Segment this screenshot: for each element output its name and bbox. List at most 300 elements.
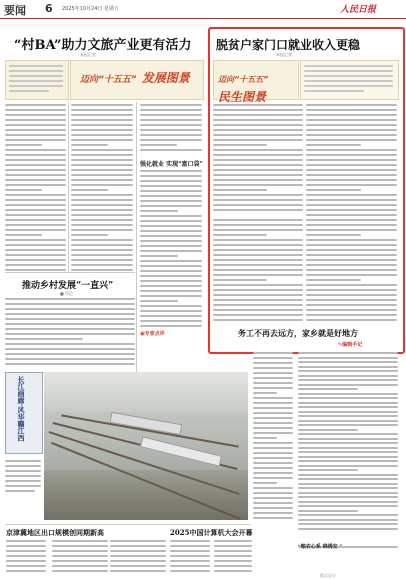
body-text-line [6,555,46,557]
body-text-line [213,249,303,251]
body-text-line [213,179,303,181]
body-text-line [140,220,202,222]
body-text-line [71,124,133,126]
body-text-line [71,259,133,261]
body-text-line [253,417,293,419]
body-text-line [5,119,66,121]
body-text-line [213,259,303,261]
body-text-line [71,119,133,121]
body-text-line [140,190,202,192]
pencil-icon: ✎ [338,342,343,348]
body-text-line [71,174,133,176]
body-text-line [71,134,133,136]
body-text-line [110,540,166,542]
body-text-line [214,550,252,552]
body-text-line [213,299,303,301]
left-headline: “村BA”助力文旅产业更有活力 [14,38,192,53]
body-text-line [298,429,358,431]
body-text-line [140,260,202,262]
body-text-line [71,109,133,111]
body-text-line [5,308,135,310]
body-text-line [140,114,202,116]
body-text-line [213,274,303,276]
body-text-line [110,550,166,552]
body-text-line [110,560,166,562]
body-text-line [306,169,397,171]
body-text-line [170,545,210,547]
body-text-line [110,570,166,572]
body-text-line [306,159,397,161]
body-text-line [140,180,202,182]
left-banner-title: 迈向“十五五” [80,75,137,85]
body-text-line [298,402,398,404]
body-text-line [253,377,293,379]
body-text-line [71,224,133,226]
body-text-line [140,149,202,151]
body-text-line [5,189,42,191]
body-text-line [170,565,210,567]
body-text-line [213,219,303,221]
body-text-line [306,104,397,106]
body-text-line [5,209,66,211]
body-text-line [140,215,202,217]
body-text-line [306,179,397,181]
body-text-line [306,239,397,241]
body-text-line [213,134,303,136]
body-text-line [5,154,66,156]
body-text-line [140,104,202,106]
right-banner-title: 迈向“十五五” [218,75,269,84]
body-text-line [306,124,397,126]
bottom-right-headline: 2025中国计算机大会开幕 [170,528,253,537]
body-text-line [213,139,303,141]
body-text-line [253,447,293,449]
body-text-line [253,467,293,469]
body-text-line [140,230,202,232]
body-text-line [5,234,42,236]
body-text-line [110,555,166,557]
body-text-line [5,169,66,171]
body-text-line [5,269,66,271]
body-text-line [5,204,66,206]
body-text-line [140,134,202,136]
body-text-line [5,184,66,186]
body-text-line [140,195,202,197]
body-text-line [213,284,303,286]
body-text-line [71,199,133,201]
body-text-line [5,134,66,136]
body-text-line [140,295,202,297]
body-text-line [5,249,66,251]
body-text-line [298,415,398,417]
body-text-line [306,109,397,111]
body-text-line [71,269,133,271]
body-text-line [5,318,135,320]
body-text-line [140,129,202,131]
body-text-line [5,114,66,116]
body-text-line [213,204,303,206]
body-text-line [71,239,133,241]
body-text-line [71,204,133,206]
issue-date: 2025年10月24日 星期五 [62,6,120,12]
body-text-line [213,114,303,116]
body-text-line [140,109,202,111]
body-text-line [214,560,252,562]
body-text-line [5,219,66,221]
body-text-line [71,264,133,266]
body-text-line [5,348,135,350]
body-text-line [253,392,277,394]
body-text-line [110,565,166,567]
body-text-line [140,200,202,202]
body-text-line [253,477,293,479]
body-text-line [140,275,202,277]
body-text-line [306,259,397,261]
body-text-line [298,514,398,516]
body-text-line [298,357,398,359]
body-text-line [71,209,133,211]
body-text-line [214,565,252,567]
body-text-line [140,265,202,267]
body-text-line [306,234,361,236]
body-text-line [306,319,397,321]
body-text-line [213,209,303,211]
body-text-line [5,199,66,201]
body-text-line [5,174,66,176]
body-text-line [298,424,398,426]
body-text-line [5,313,135,315]
body-text-line [298,501,398,503]
body-text-line [298,411,398,413]
body-text-line [71,189,108,191]
body-text-line [140,225,202,227]
body-text-line [306,229,397,231]
body-text-line [306,244,397,246]
body-text-line [298,474,398,476]
body-text-line [298,528,398,530]
body-text-line [213,279,267,281]
body-text-line [5,264,66,266]
body-text-line [306,309,397,311]
body-text-line [253,462,293,464]
body-text-line [306,254,397,256]
body-text-line [298,451,398,453]
body-text-line [213,104,303,106]
body-text-line [213,314,303,316]
body-text-line [306,294,397,296]
body-text-line [253,512,293,514]
body-text-line [298,492,398,494]
body-text-line [52,540,108,542]
body-text-line [213,264,303,266]
body-text-line [71,114,133,116]
body-text-line [253,517,293,519]
body-text-line [71,164,133,166]
body-text-line [71,184,133,186]
body-text-line [213,169,303,171]
body-text-line [5,323,135,325]
body-text-line [140,139,202,141]
side-note-text: 长江画廊·风华赣江西 [17,376,26,442]
body-text-line [213,309,303,311]
body-text-line [71,249,133,251]
body-text-line [306,279,361,281]
body-text-line [306,129,397,131]
body-text-line [298,397,398,399]
body-text-line [306,189,361,191]
body-text-line [71,144,108,146]
body-text-line [253,362,293,364]
body-text-line [298,361,398,363]
body-text-line [213,229,303,231]
body-text-line [298,483,398,485]
body-text-line [5,343,135,345]
body-text-line [213,244,303,246]
body-text-line [5,109,66,111]
body-text-line [71,219,133,221]
body-text-line [140,210,178,212]
body-text-line [5,194,66,196]
body-text-line [140,235,202,237]
body-text-line [298,456,398,458]
body-text-line [298,384,398,386]
body-text-line [213,154,303,156]
body-text-line [140,290,202,292]
body-text-line [213,289,303,291]
body-text-line [170,570,210,572]
page-number: 6 [45,2,53,15]
body-text-line [71,104,133,106]
body-text-line [306,249,397,251]
body-text-line [140,300,178,302]
body-text-line [5,229,66,231]
body-text-line [140,285,202,287]
body-text-line [298,460,398,462]
body-text-line [298,442,398,444]
body-text-line [253,422,293,424]
body-text-line [306,224,397,226]
body-text-line [253,402,293,404]
body-text-line [140,325,202,327]
body-text-line [298,352,398,354]
body-text-line [71,139,133,141]
body-text-line [213,119,303,121]
body-text-line [71,229,133,231]
body-text-line [253,482,277,484]
body-text-line [213,184,303,186]
body-text-line [140,315,202,317]
body-text-line [140,185,202,187]
body-text-line [213,174,303,176]
body-text-line [5,224,66,226]
body-text-line [306,164,397,166]
body-text-line [306,299,397,301]
body-text-line [306,139,397,141]
body-text-line [306,264,397,266]
body-text-line [214,540,252,542]
body-text-line [71,154,133,156]
body-text-line [298,510,358,512]
body-text-line [213,109,303,111]
body-text-line [253,507,293,509]
body-text-line [5,104,66,106]
body-text-line [52,570,108,572]
body-text-line [140,205,202,207]
body-text-line [5,303,135,305]
body-text-line [140,245,202,247]
body-text-line [213,224,303,226]
body-text-line [298,379,398,381]
body-text-line [298,420,398,422]
body-text-line [5,239,66,241]
body-text-line [213,294,303,296]
body-text-line [71,214,133,216]
body-text-line [298,433,398,435]
body-text-line [306,154,397,156]
body-text-line [6,565,46,567]
body-text-line [298,370,398,372]
body-text-line [71,169,133,171]
mid-subhead: 强化就业 实现“富口袋” [140,161,203,168]
expert-tag: ▣专家点评 [140,331,165,337]
body-text-line [213,189,267,191]
body-text-line [253,427,293,429]
body-text-line [253,372,293,374]
body-text-line [5,254,66,256]
body-text-line [213,304,303,306]
body-text-line [6,570,46,572]
body-text-line [5,179,66,181]
body-text-line [5,363,135,365]
body-text-line [298,478,398,480]
body-text-line [213,159,303,161]
body-text-line [298,438,398,440]
body-text-line [140,175,202,177]
body-text-line [306,119,397,121]
body-text-line [5,159,66,161]
body-text-line [170,560,210,562]
body-text-line [5,144,42,146]
body-text-line [298,496,398,498]
body-text-line [253,357,293,359]
body-text-line [306,219,397,221]
masthead-logo: 人民日报 [340,5,377,15]
body-text-line [306,114,397,116]
body-text-line [170,550,210,552]
doc-icon: ▣ [140,331,145,337]
body-text-line [170,540,210,542]
body-text-line [253,497,293,499]
body-text-line [71,234,108,236]
body-text-line [253,412,293,414]
body-text-line [253,382,293,384]
body-text-line [214,555,252,557]
body-text-line [253,367,293,369]
body-text-line [71,254,133,256]
body-text-line [140,124,202,126]
body-text-line [253,472,293,474]
body-text-line [71,179,133,181]
body-text-line [140,250,202,252]
small-headline: “粮农心系 锦绣安 ” [298,544,343,550]
body-text-line [6,560,46,562]
body-text-line [213,239,303,241]
body-text-line [140,305,202,307]
body-text-line [306,304,397,306]
body-text-line [298,487,398,489]
body-text-line [253,457,293,459]
body-text-line [140,320,202,322]
body-text-line [306,144,361,146]
body-text-line [306,314,397,316]
body-text-line [298,366,398,368]
body-text-line [306,149,397,151]
body-text-line [52,555,108,557]
body-text-line [298,465,398,467]
bottom-left-headline: 京津冀地区出口规模创同期新高 [6,528,104,537]
body-text-line [298,523,398,525]
body-text-line [52,565,108,567]
body-text-line [253,397,293,399]
body-text-line [5,214,66,216]
body-text-line [253,502,293,504]
body-text-line [298,469,358,471]
body-text-line [71,194,133,196]
body-text-line [306,289,397,291]
editor-note-tag: ✎编辑手记 [338,342,363,348]
body-text-line [5,353,135,355]
body-text-line [213,269,303,271]
body-text-line [214,545,252,547]
body-text-line [170,555,210,557]
body-text-line [253,387,293,389]
section-name: 要闻 [4,4,26,17]
body-text-line [213,199,303,201]
body-text-line [253,452,293,454]
body-text-line [298,505,398,507]
body-text-line [6,540,46,542]
body-text-line [306,134,397,136]
body-text-line [213,319,303,321]
body-text-line [306,269,397,271]
body-text-line [213,129,303,131]
left-byline: 本报记者 [80,52,96,57]
body-text-line [110,545,166,547]
body-text-line [5,124,66,126]
body-text-line [52,545,108,547]
body-text-line [5,244,66,246]
body-text-line [5,298,135,300]
body-text-line [214,570,252,572]
body-text-line [5,129,66,131]
body-text-line [213,234,267,236]
body-text-line [306,199,397,201]
body-text-line [306,274,397,276]
body-text-line [306,174,397,176]
body-text-line [253,352,293,354]
body-text-line [6,545,46,547]
body-text-line [298,406,398,408]
right-banner-tag: 民生图景 [218,90,267,104]
body-text-line [253,407,293,409]
body-text-line [253,432,293,434]
body-text-line [140,280,202,282]
body-text-line [5,149,66,151]
body-text-line [140,170,202,172]
left-banner-tag: 发展图景 [141,71,190,85]
body-text-line [5,328,135,330]
body-text-line [306,214,397,216]
